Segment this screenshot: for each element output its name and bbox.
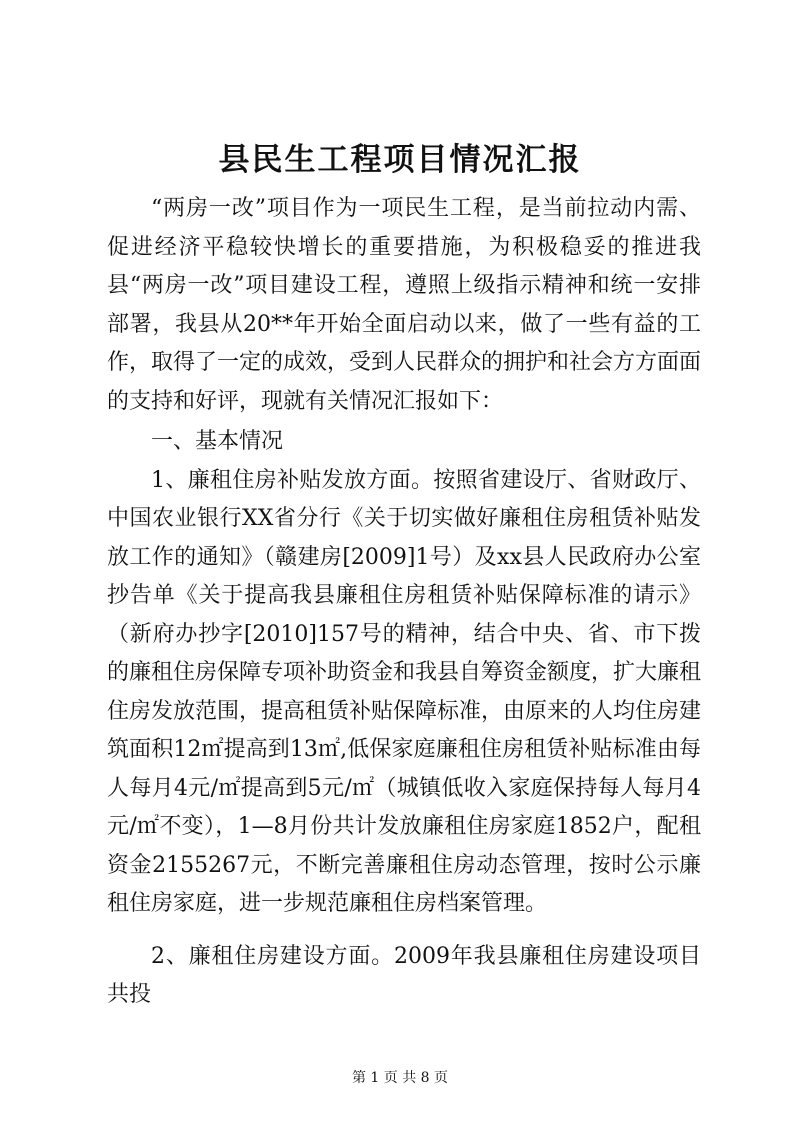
section-heading-basic: 一、基本情况 bbox=[151, 429, 284, 454]
document-title: 县民生工程项目情况汇报 bbox=[218, 142, 582, 178]
paragraph-rental-subsidy: 1、廉租住房补贴发放方面。按照省建设厅、省财政厅、中国农业银行XX省分行《关于切实做好廉租住房租赁补贴发放工作的通知》（赣建房[2009]1号）及xx县人民政府办公室抄告单《关于提高我县廉租住房租赁补贴保障标准的请示》（新府办抄字[2010]157号的精神，结合中央、省、市下拨的廉租住房保障专项补助资金和我县自筹资金额度，扩大廉租住房发放范围，提高租赁补贴保障标准，由原来的人均住房建筑面积12㎡提高到13㎡,低保家庭廉租住房租赁补贴标准由每人每月4元/㎡提高到5元/㎡（城镇低收入家庭保持每人每月4元/㎡不变），1—8月份共计发放廉租住房家庭1852户，配租资金2155267元，不断完善廉租住房动态管理，按时公示廉租住房家庭，进一步规范廉租住房档案管理。 bbox=[107, 467, 702, 916]
paragraph-rental-construction: 2、廉租住房建设方面。2009年我县廉租住房建设项目共投 bbox=[107, 943, 701, 1007]
document-body bbox=[107, 190, 701, 1015]
page-number-footer: 第 1 页 共 8 页 bbox=[351, 1070, 449, 1086]
intro-paragraph: “两房一改”项目作为一项民生工程，是当前拉动内需、促进经济平稳较快增长的重要措施，为积极稳妥的推进我县“两房一改”项目建设工程，遵照上级指示精神和统一安排部署，我县从20**年开始全面启动以来，做了一些有益的工作，取得了一定的成效，受到人民群众的拥护和社会方方面面的支持和好评，现就有关情况汇报如下： bbox=[107, 196, 702, 414]
